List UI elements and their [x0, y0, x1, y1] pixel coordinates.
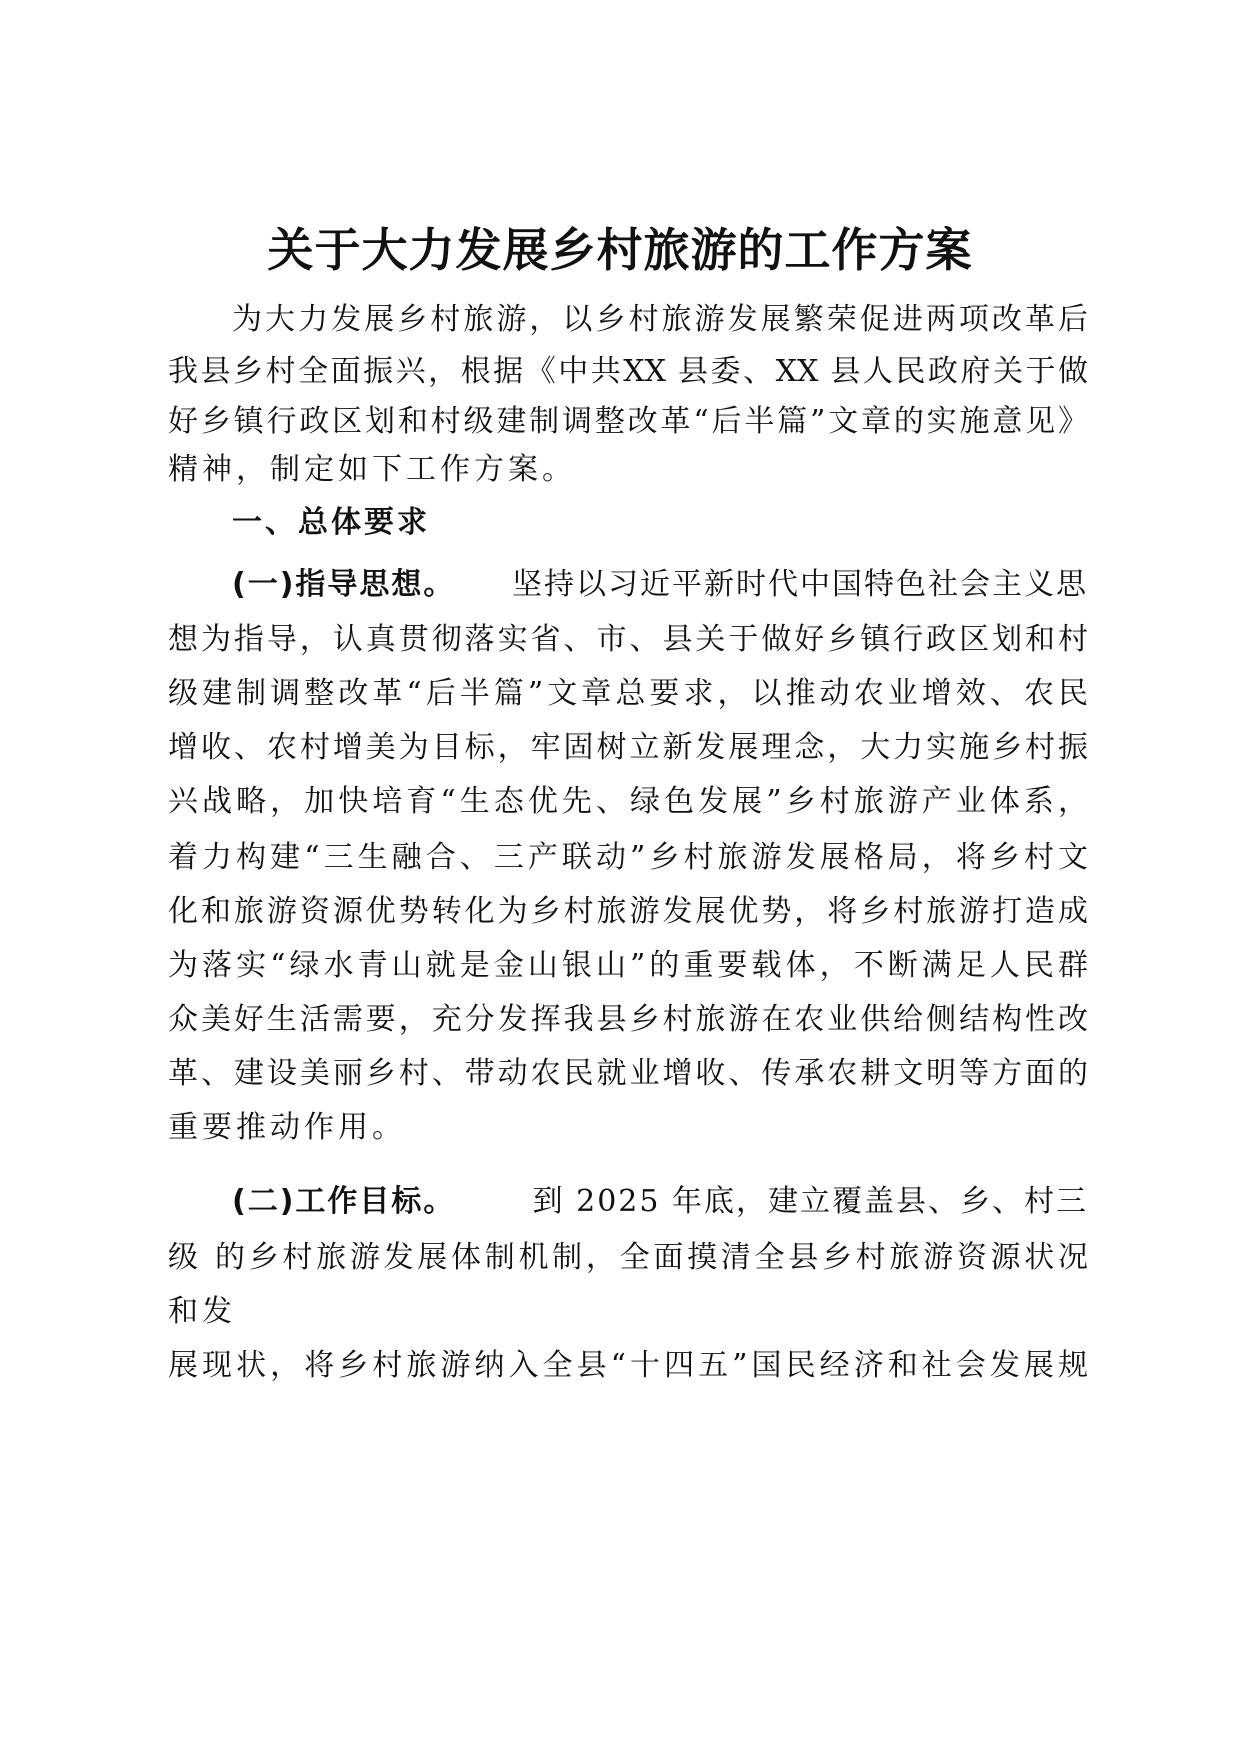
p1-first-line: [232, 565, 1088, 605]
p2-line: 展现状，将乡村旅游纳入全县“十四五”国民经济和社会发展规: [168, 1348, 1088, 1383]
p1-line: 重要推动作用。: [168, 1110, 406, 1145]
intro-line-2: 我县乡村全面振兴，根据《中共XX 县委、XX 县人民政府关于做: [168, 354, 1088, 389]
p1-line: 革、建设美丽乡村、带动农民就业增收、传承农耕文明等方面的: [168, 1056, 1088, 1091]
p2-line: 级 的乡村旅游发展体制机制，全面摸清全县乡村旅游资源状况: [168, 1240, 1088, 1275]
p1-line: 想为指导，认真贯彻落实省、市、县关于做好乡镇行政区划和村: [168, 622, 1088, 657]
p1-first-line-text: 坚持以习近平新时代中国特色社会主义思: [512, 567, 1088, 602]
p1-line: 为落实“绿水青山就是金山银山”的重要载体，不断满足人民群: [168, 948, 1088, 983]
section-heading: 一、总体要求: [232, 505, 430, 540]
p1-line: 兴战略，加快培育“生态优先、绿色发展”乡村旅游产业体系，: [168, 784, 1088, 819]
intro-line-4: 精神，制定如下工作方案。: [168, 452, 576, 487]
p2-line: 和发: [168, 1294, 236, 1329]
intro-line-1: 为大力发展乡村旅游，以乡村旅游发展繁荣促进两项改革后: [232, 302, 1088, 337]
p1-line: 增收、农村增美为目标，牢固树立新发展理念，大力实施乡村振: [168, 730, 1088, 765]
p1-line: 着力构建“三生融合、三产联动”乡村旅游发展格局，将乡村文: [168, 840, 1088, 875]
intro-line-3: 好乡镇行政区划和村级建制调整改革“后半篇”文章的实施意见》: [168, 404, 1088, 439]
p1-line: 众美好生活需要，充分发挥我县乡村旅游在农业供给侧结构性改: [168, 1002, 1088, 1037]
p1-line: 化和旅游资源优势转化为乡村旅游发展优势，将乡村旅游打造成: [168, 894, 1088, 929]
p1-line: 级建制调整改革“后半篇”文章总要求，以推动农业增效、农民: [168, 676, 1088, 711]
p2-label: (二)工作目标。: [232, 1184, 456, 1219]
p2-first-line: [232, 1182, 1088, 1222]
p2-first-line-text: 到 2025 年底，建立覆盖县、乡、村三: [532, 1184, 1088, 1219]
document-title: 关于大力发展乡村旅游的工作方案: [267, 223, 973, 277]
p1-label: (一)指导思想。: [232, 567, 456, 602]
